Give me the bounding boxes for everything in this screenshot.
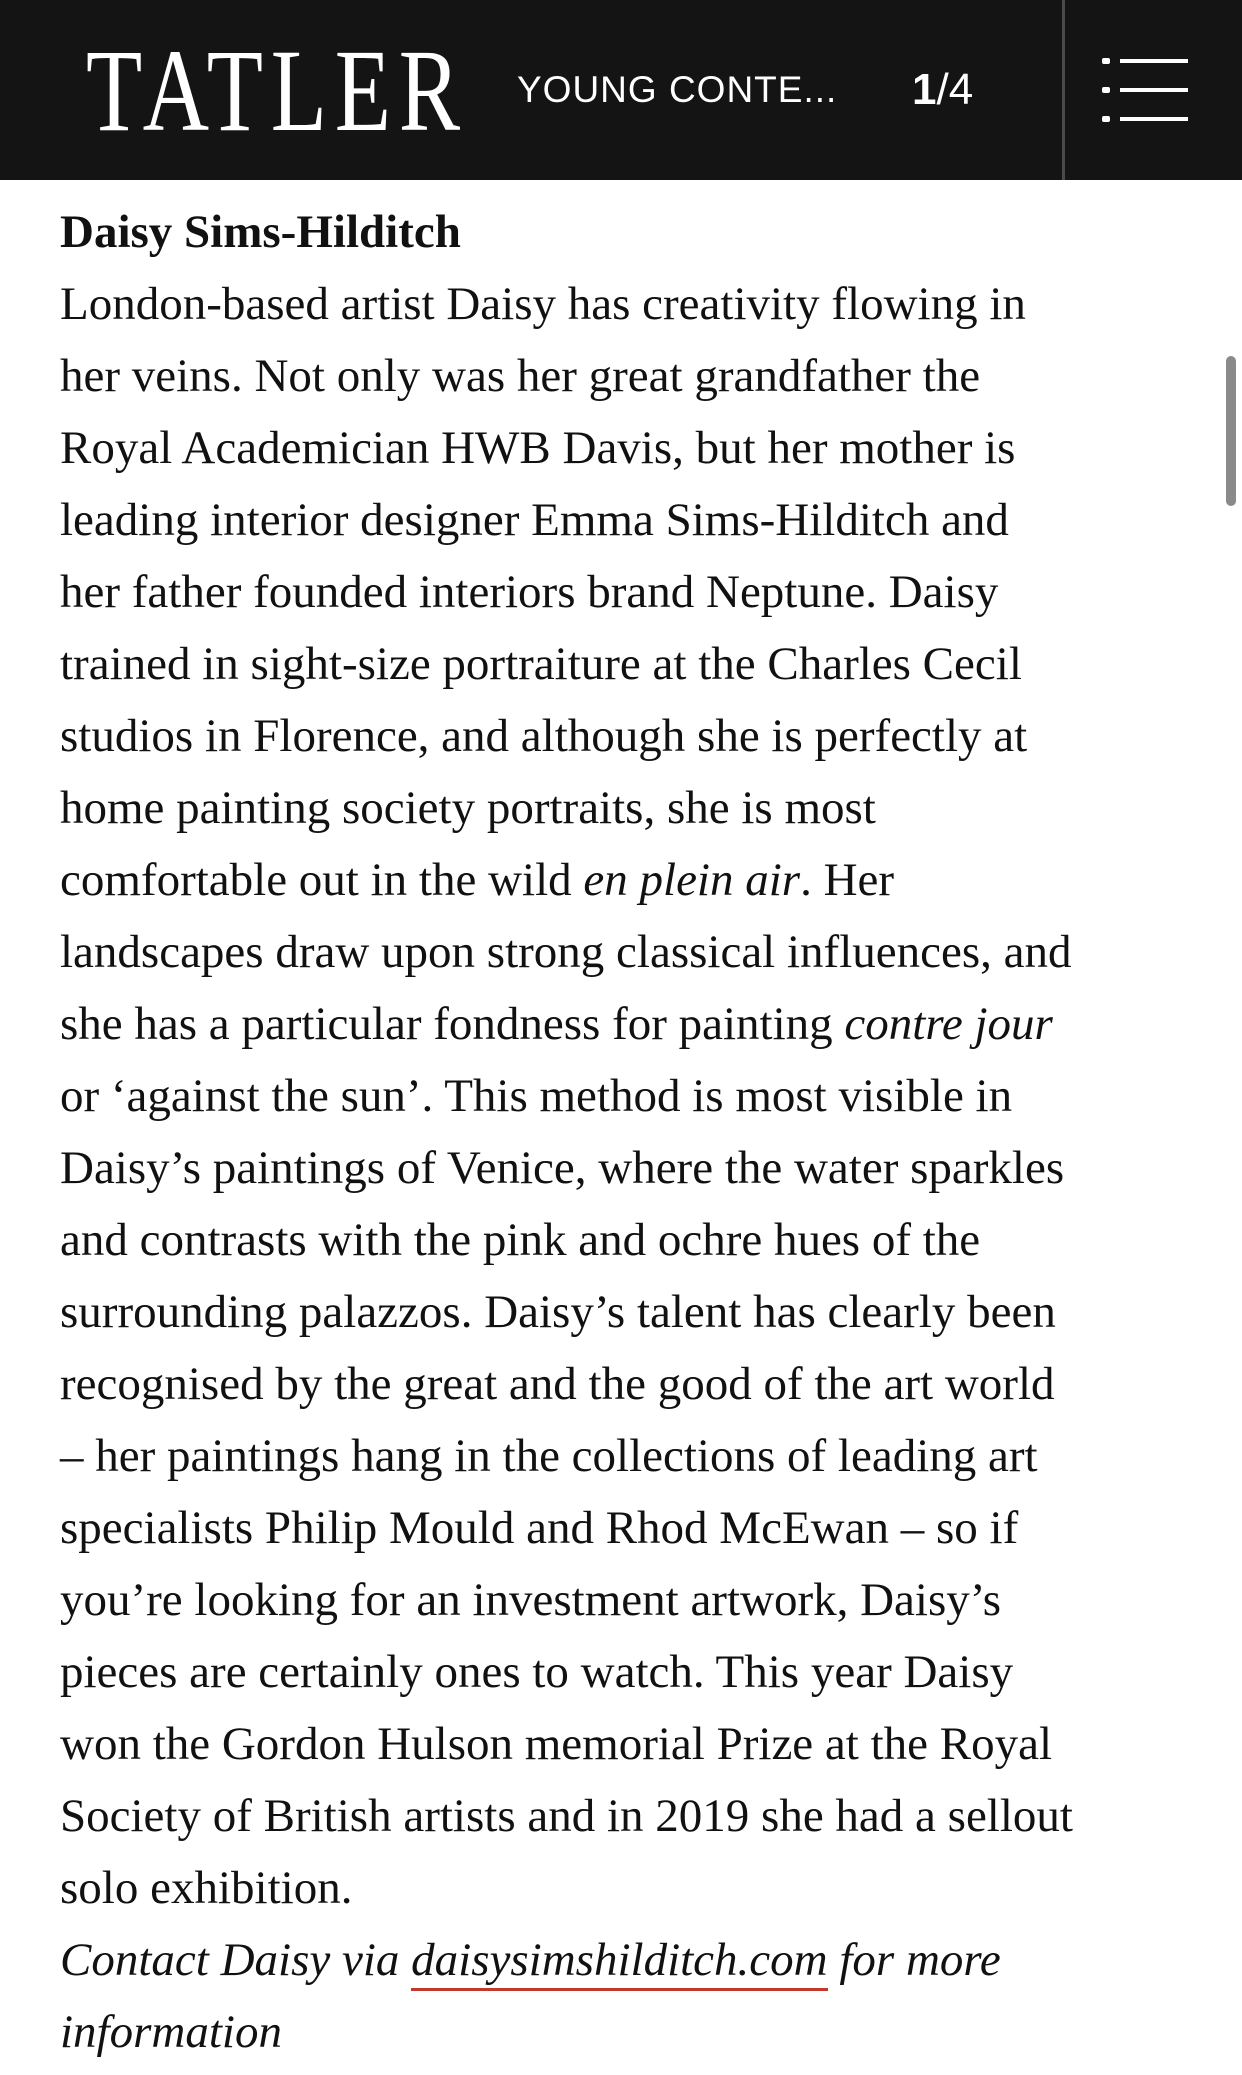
paragraph-line: surrounding palazzos. Daisy’s talent has clearly been xyxy=(60,1286,1056,1338)
menu-button[interactable] xyxy=(1100,52,1190,128)
line-text: she has a particular fondness for painting xyxy=(60,998,845,1050)
gallery-section-title: YOUNG CONTE... xyxy=(517,69,838,110)
paragraph-line: Royal Academician HWB Davis, but her mother is xyxy=(60,422,1016,474)
paragraph-line: or ‘against the sun’. This method is most visible in xyxy=(60,1070,1013,1122)
paragraph-line xyxy=(60,844,1190,916)
contact-text: Contact Daisy via xyxy=(60,1934,412,1986)
paragraph-line: her father founded interiors brand Neptune. Daisy xyxy=(60,566,999,618)
paragraph-line: won the Gordon Hulson memorial Prize at the Royal xyxy=(60,1718,1053,1770)
paragraph-line: home painting society portraits, she is most xyxy=(60,782,876,834)
paragraph-line: landscapes draw upon strong classical influences, and xyxy=(60,926,1072,978)
paragraph-line: solo exhibition. xyxy=(60,1862,353,1914)
paragraph-line: specialists Philip Mould and Rhod McEwan – so if xyxy=(60,1502,1019,1554)
contact-line xyxy=(60,1924,1190,1996)
paragraph-line: Daisy’s paintings of Venice, where the water sparkles xyxy=(60,1142,1065,1194)
paragraph-line: her veins. Not only was her great grandfather the xyxy=(60,350,981,402)
current-slide-number: 1 xyxy=(912,65,937,114)
paragraph-line: and contrasts with the pink and ochre hues of the xyxy=(60,1214,981,1266)
header-divider xyxy=(1062,0,1065,180)
tatler-logo[interactable]: TATLER xyxy=(86,25,468,156)
top-nav-bar xyxy=(0,0,1242,180)
paragraph-line: trained in sight-size portraiture at the Charles Cecil xyxy=(60,638,1022,690)
paragraph-line: studios in Florence, and although she is perfectly at xyxy=(60,710,1028,762)
paragraph-line: recognised by the great and the good of the art world xyxy=(60,1358,1055,1410)
line-text: . Her xyxy=(800,854,895,906)
slide-counter-separator: / xyxy=(936,65,949,114)
line-text: comfortable out in the wild xyxy=(60,854,584,906)
contact-line: information xyxy=(60,2006,282,2058)
paragraph-line: – her paintings hang in the collections of leading art xyxy=(60,1430,1038,1482)
scrollbar-thumb[interactable] xyxy=(1226,356,1236,506)
paragraph-line: you’re looking for an investment artwork, Daisy’s xyxy=(60,1574,1002,1626)
paragraph-line xyxy=(60,988,1190,1060)
paragraph-line: Society of British artists and in 2019 she had a sellout xyxy=(60,1790,1073,1842)
total-slide-count: 4 xyxy=(948,65,974,114)
paragraph-line: pieces are certainly ones to watch. This year Daisy xyxy=(60,1646,1014,1698)
paragraph-line: London-based artist Daisy has creativity flowing in xyxy=(60,278,1026,330)
paragraph-line: leading interior designer Emma Sims-Hilditch and xyxy=(60,494,1009,546)
italic-phrase: en plein air xyxy=(583,854,801,906)
italic-phrase: contre jour xyxy=(844,998,1053,1050)
artist-name-heading: Daisy Sims-Hilditch xyxy=(60,206,461,258)
website-link[interactable]: daisysimshilditch.com xyxy=(411,1934,827,1991)
hamburger-list-icon xyxy=(1100,52,1190,128)
slide-counter xyxy=(912,62,973,118)
contact-text: for more xyxy=(827,1934,1001,1986)
article-body xyxy=(60,196,1190,2068)
